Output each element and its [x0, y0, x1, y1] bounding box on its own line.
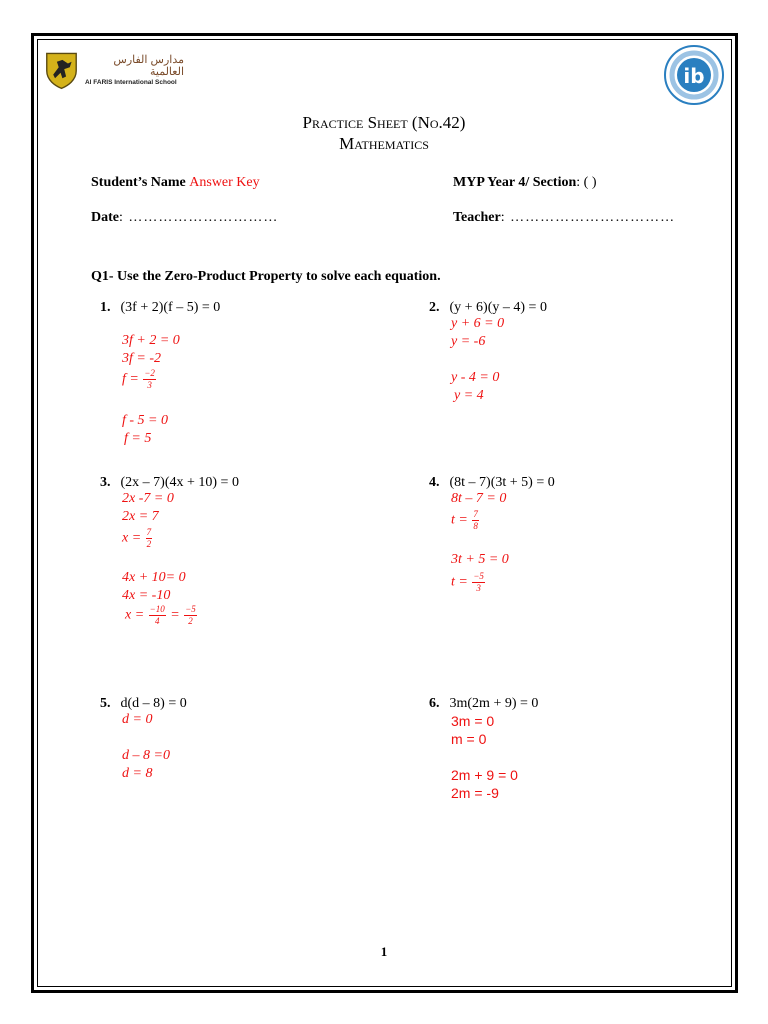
- numerator: 7: [146, 527, 152, 537]
- numerator: 7: [473, 509, 478, 519]
- equals-sign: =: [166, 607, 184, 623]
- student-name-value: Answer Key: [189, 175, 260, 190]
- fraction: [143, 369, 156, 390]
- school-shield-icon: [44, 49, 79, 91]
- denominator: 4: [154, 616, 160, 626]
- problem-equation: (y + 6)(y – 4) = 0: [449, 300, 547, 315]
- problem-equation: (8t – 7)(3t + 5) = 0: [449, 475, 555, 490]
- school-name-english: Al FARIS International School: [84, 78, 177, 86]
- subject-title: Mathematics: [339, 134, 429, 153]
- date-value: : …………………………: [119, 210, 279, 225]
- denominator: 3: [147, 380, 152, 390]
- problem-equation: d(d – 8) = 0: [120, 696, 187, 711]
- student-name-field: [91, 175, 260, 191]
- question-heading: Q1- Use the Zero-Product Property to solve each equation.: [91, 269, 441, 284]
- answer-line: d – 8 =0: [122, 748, 170, 763]
- sheet-title: Practice Sheet (No.42): [302, 113, 466, 132]
- teacher-value: : ……………………………: [500, 210, 676, 225]
- answer-line: 2m = -9: [451, 785, 499, 801]
- answer-text: x =: [125, 607, 148, 623]
- problem-number: 2.: [429, 300, 440, 315]
- problem-6: [429, 694, 538, 712]
- teacher-field: [453, 210, 675, 226]
- fraction: [149, 605, 166, 626]
- answer-fraction-line: [122, 369, 157, 390]
- denominator: 2: [188, 616, 193, 626]
- answer-line: 2x = 7: [122, 509, 159, 524]
- numerator: −2: [144, 368, 155, 378]
- problem-number: 5.: [100, 696, 111, 711]
- answer-fraction-line: [451, 572, 486, 593]
- problem-number: 6.: [429, 696, 440, 711]
- answer-line: 4x = -10: [122, 588, 171, 603]
- answer-line: y = -6: [451, 334, 486, 349]
- answer-line: 2x -7 = 0: [122, 491, 174, 506]
- ib-logo-letters: ib: [683, 64, 705, 88]
- problem-equation: 3m(2m + 9) = 0: [449, 696, 539, 711]
- fraction: [146, 528, 153, 549]
- answer-line: m = 0: [451, 731, 487, 747]
- ib-world-school-logo: [663, 44, 725, 106]
- answer-line: 4x + 10= 0: [122, 570, 186, 585]
- answer-line: 3m = 0: [451, 713, 495, 729]
- answer-line: d = 0: [122, 712, 153, 727]
- answer-line: 3t + 5 = 0: [451, 552, 509, 567]
- date-field: [91, 210, 278, 226]
- myp-value: : ( ): [576, 175, 597, 190]
- problem-4: [429, 473, 555, 491]
- page-number: 1: [380, 944, 388, 959]
- answer-fraction-line: [451, 510, 480, 531]
- school-name-arabic: مدارس الفارس العالمية: [113, 54, 184, 79]
- answer-line: f - 5 = 0: [122, 413, 168, 428]
- answer-line: y - 4 = 0: [451, 370, 500, 385]
- problem-3: [100, 473, 239, 491]
- student-name-label: Student’s Name: [91, 175, 186, 190]
- fraction: [472, 510, 479, 531]
- answer-line: y = 4: [454, 388, 484, 403]
- answer-line: 8t – 7 = 0: [451, 491, 507, 506]
- denominator: 8: [473, 521, 478, 531]
- problem-5: [100, 694, 187, 712]
- answer-line: d = 8: [122, 766, 153, 781]
- problem-equation: (2x – 7)(4x + 10) = 0: [120, 475, 239, 490]
- answer-line: 2m + 9 = 0: [451, 767, 518, 783]
- school-logo: [44, 46, 184, 94]
- myp-label: MYP Year 4/ Section: [453, 175, 577, 190]
- denominator: 3: [476, 583, 481, 593]
- answer-line: f = 5: [124, 431, 152, 446]
- answer-line: y + 6 = 0: [451, 316, 505, 331]
- answer-text: t =: [451, 512, 472, 528]
- myp-section-field: [453, 175, 596, 191]
- denominator: 2: [146, 539, 152, 549]
- answer-fraction-line: [125, 605, 198, 626]
- answer-fraction-line: [122, 528, 153, 549]
- numerator: −10: [149, 604, 165, 614]
- answer-text: t =: [451, 574, 472, 590]
- fraction: [472, 572, 485, 593]
- problem-number: 1.: [100, 300, 111, 315]
- date-label: Date: [91, 210, 119, 225]
- problem-1: [100, 298, 220, 316]
- teacher-label: Teacher: [453, 210, 501, 225]
- numerator: −5: [473, 571, 484, 581]
- problem-number: 3.: [100, 475, 111, 490]
- problem-number: 4.: [429, 475, 440, 490]
- answer-line: 3f + 2 = 0: [122, 333, 180, 348]
- answer-text: f =: [122, 371, 143, 387]
- problem-equation: (3f + 2)(f – 5) = 0: [120, 300, 221, 315]
- numerator: −5: [185, 604, 196, 614]
- answer-line: 3f = -2: [122, 351, 161, 366]
- problem-2: [429, 298, 547, 316]
- fraction: [184, 605, 197, 626]
- answer-text: x =: [122, 530, 145, 546]
